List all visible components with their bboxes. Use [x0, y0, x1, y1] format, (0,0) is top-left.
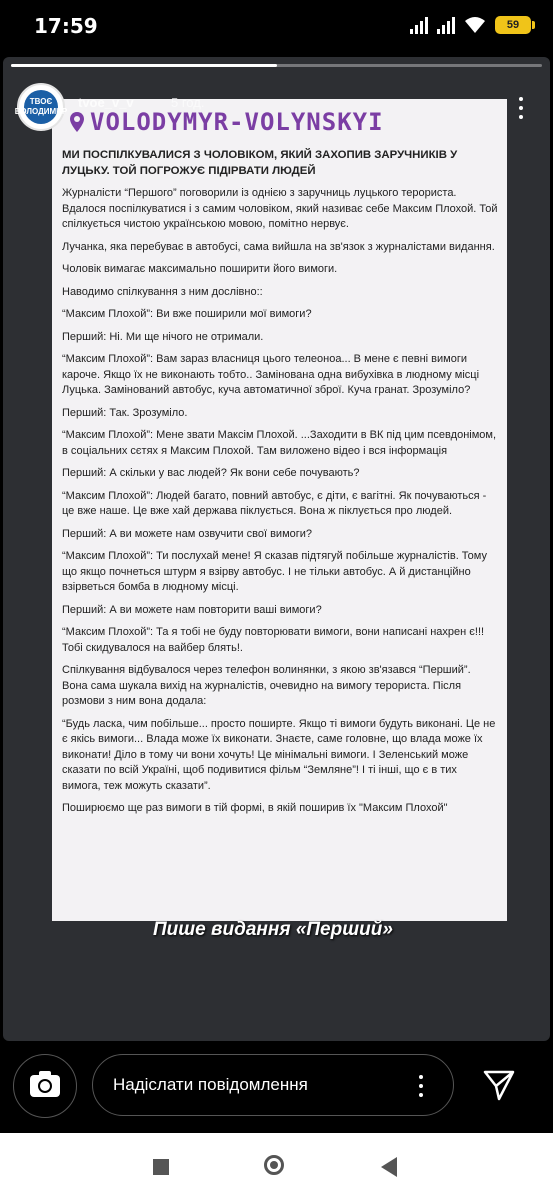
back-button[interactable]: [381, 1157, 397, 1177]
message-placeholder: Надіслати повідомлення: [113, 1075, 308, 1094]
battery-icon: 59: [495, 16, 531, 34]
article-paragraph: Перший: А ви можете нам озвучити свої вимоги?: [62, 527, 313, 540]
article-paragraph: “Максим Плохой”: Та я тобі не буду повторювати вимоги, вони написані нахрен є!!! Тобі скидувалося на вайбер блять!.: [62, 626, 485, 654]
signal-icon-2: [437, 16, 455, 34]
more-icon[interactable]: [518, 97, 524, 119]
article-paragraph: “Максим Плохой”: Ви вже поширили мої вимоги?: [62, 308, 312, 320]
avatar[interactable]: [14, 83, 68, 131]
article-screenshot: [52, 99, 507, 921]
reply-bar: [0, 1050, 553, 1125]
article-paragraph: “Максим Плохой”: Людей багато, повний автобус, є діти, є вагітні. Як почуваються - це вже наше. Це вже хай держава піклується. Вона ж піклується про людей.: [62, 489, 487, 517]
article-paragraph: “Максим Плохой”: Мене звати Максім Плохой. ...Заходити в ВК під цим псевдонімом, в соціальних сєтях я Максим Плохой. Там виложено відео і вся інформація: [62, 429, 497, 457]
story-progress-bar: [11, 64, 542, 67]
article-paragraph: Журналісти “Першого” поговорили із однією з заручниць луцького терориста. Вдалося поспілкуватися і з самим чоловіком, який називає себе Максим Плохой. Той спілкується чистою українською мовою, помітно нервує.: [62, 187, 498, 230]
story-username[interactable]: tvoe_v_v: [78, 95, 134, 110]
status-time: 17:59: [34, 14, 98, 38]
system-nav-bar: [0, 1133, 553, 1200]
story-time-ago: 5 год.: [171, 95, 205, 110]
article-paragraph: Перший: Ні. Ми ще нічого не отримали.: [62, 330, 264, 343]
signal-icon: [410, 16, 428, 34]
article-paragraph: “Максим Плохой”: Вам зараз власниця цього телеоноа... В мене є певні вимоги кароче. Якщо їх не виконають тобто.. Замінована одна вибухівка в людному місці Луцька. Замінований автобус, куча автоматичної зброї. Куча гранат. Зрозуміло?: [62, 353, 480, 396]
home-button[interactable]: [264, 1155, 284, 1175]
message-input[interactable]: [92, 1054, 454, 1116]
article-paragraph: Спілкування відбувалося через телефон волинянки, з якою зв'язався “Перший”. Вона сама шукала вихід на журналістів, очевидно на вимогу терориста. Після розмови з ним вона додала:: [62, 664, 471, 707]
location-tag: [70, 105, 384, 139]
status-icons: [410, 14, 531, 36]
article-paragraph: Перший: А ви можете нам повторити ваші вимоги?: [62, 603, 322, 616]
recents-button[interactable]: [153, 1159, 169, 1175]
story-caption: Пише видання «Перший»: [153, 919, 393, 940]
camera-icon: [30, 1075, 60, 1097]
camera-button[interactable]: [13, 1054, 77, 1118]
story-view[interactable]: [3, 57, 550, 1041]
article-paragraph: Перший: А скільки у вас людей? Як вони себе почувають?: [62, 467, 360, 479]
avatar-logo: ТВОЄ ВОЛОДИМИР: [24, 90, 58, 124]
article-body: [62, 186, 498, 824]
wifi-icon: [464, 16, 486, 34]
send-icon[interactable]: [482, 1068, 516, 1102]
article-paragraph: Лучанка, яка перебуває в автобусі, сама вийшла на зв'язок з журналістами видання.: [62, 240, 495, 253]
location-text: VOLODYMYR-VOLYNSKYI: [90, 108, 384, 136]
location-pin-icon: [70, 112, 84, 132]
story-progress-fill: [11, 64, 277, 67]
article-headline: МИ ПОСПІЛКУВАЛИСЯ З ЧОЛОВІКОМ, ЯКИЙ ЗАХОПИВ ЗАРУЧНИКІВ У ЛУЦЬКУ. ТОЙ ПОГРОЖУЄ ПІДІРВАТИ ЛЮДЕЙ: [62, 149, 458, 177]
article-paragraph: “Максим Плохой”: Ти послухай мене! Я сказав підтягуй побільше журналістів. Тому що якщо почнеться штурм я взірву автобус. І не тільки автобус. А й дистанційно взірветься бомба в людному місці.: [62, 550, 487, 593]
article-paragraph: “Будь ласка, чим побільше... просто поширте. Якщо ті вимоги будуть виконані. Це не є якісь вимоги... Влада може їх виконати. Знаєте, саме головне, що влада може їх виконати! Діло в тому чи вони хочуть! Це мінімальні вимоги. І Зеленський може сказати по всій Україні, щоб подивитися фільм “Земляне”! І ті інші, що є в тих вимога, теж можуть сказати”.: [62, 717, 496, 792]
article-paragraph: Поширюємо ще раз вимоги в тій формі, в якій поширив їх "Максим Плохой": [62, 802, 448, 814]
article-paragraph: Чоловік вимагає максимально поширити його вимоги.: [62, 263, 338, 275]
article-paragraph: Наводимо спілкування з ним дослівно::: [62, 285, 263, 298]
more-options-icon[interactable]: [419, 1075, 423, 1097]
status-bar: [0, 0, 553, 50]
article-paragraph: Перший: Так. Зрозуміло.: [62, 406, 188, 419]
